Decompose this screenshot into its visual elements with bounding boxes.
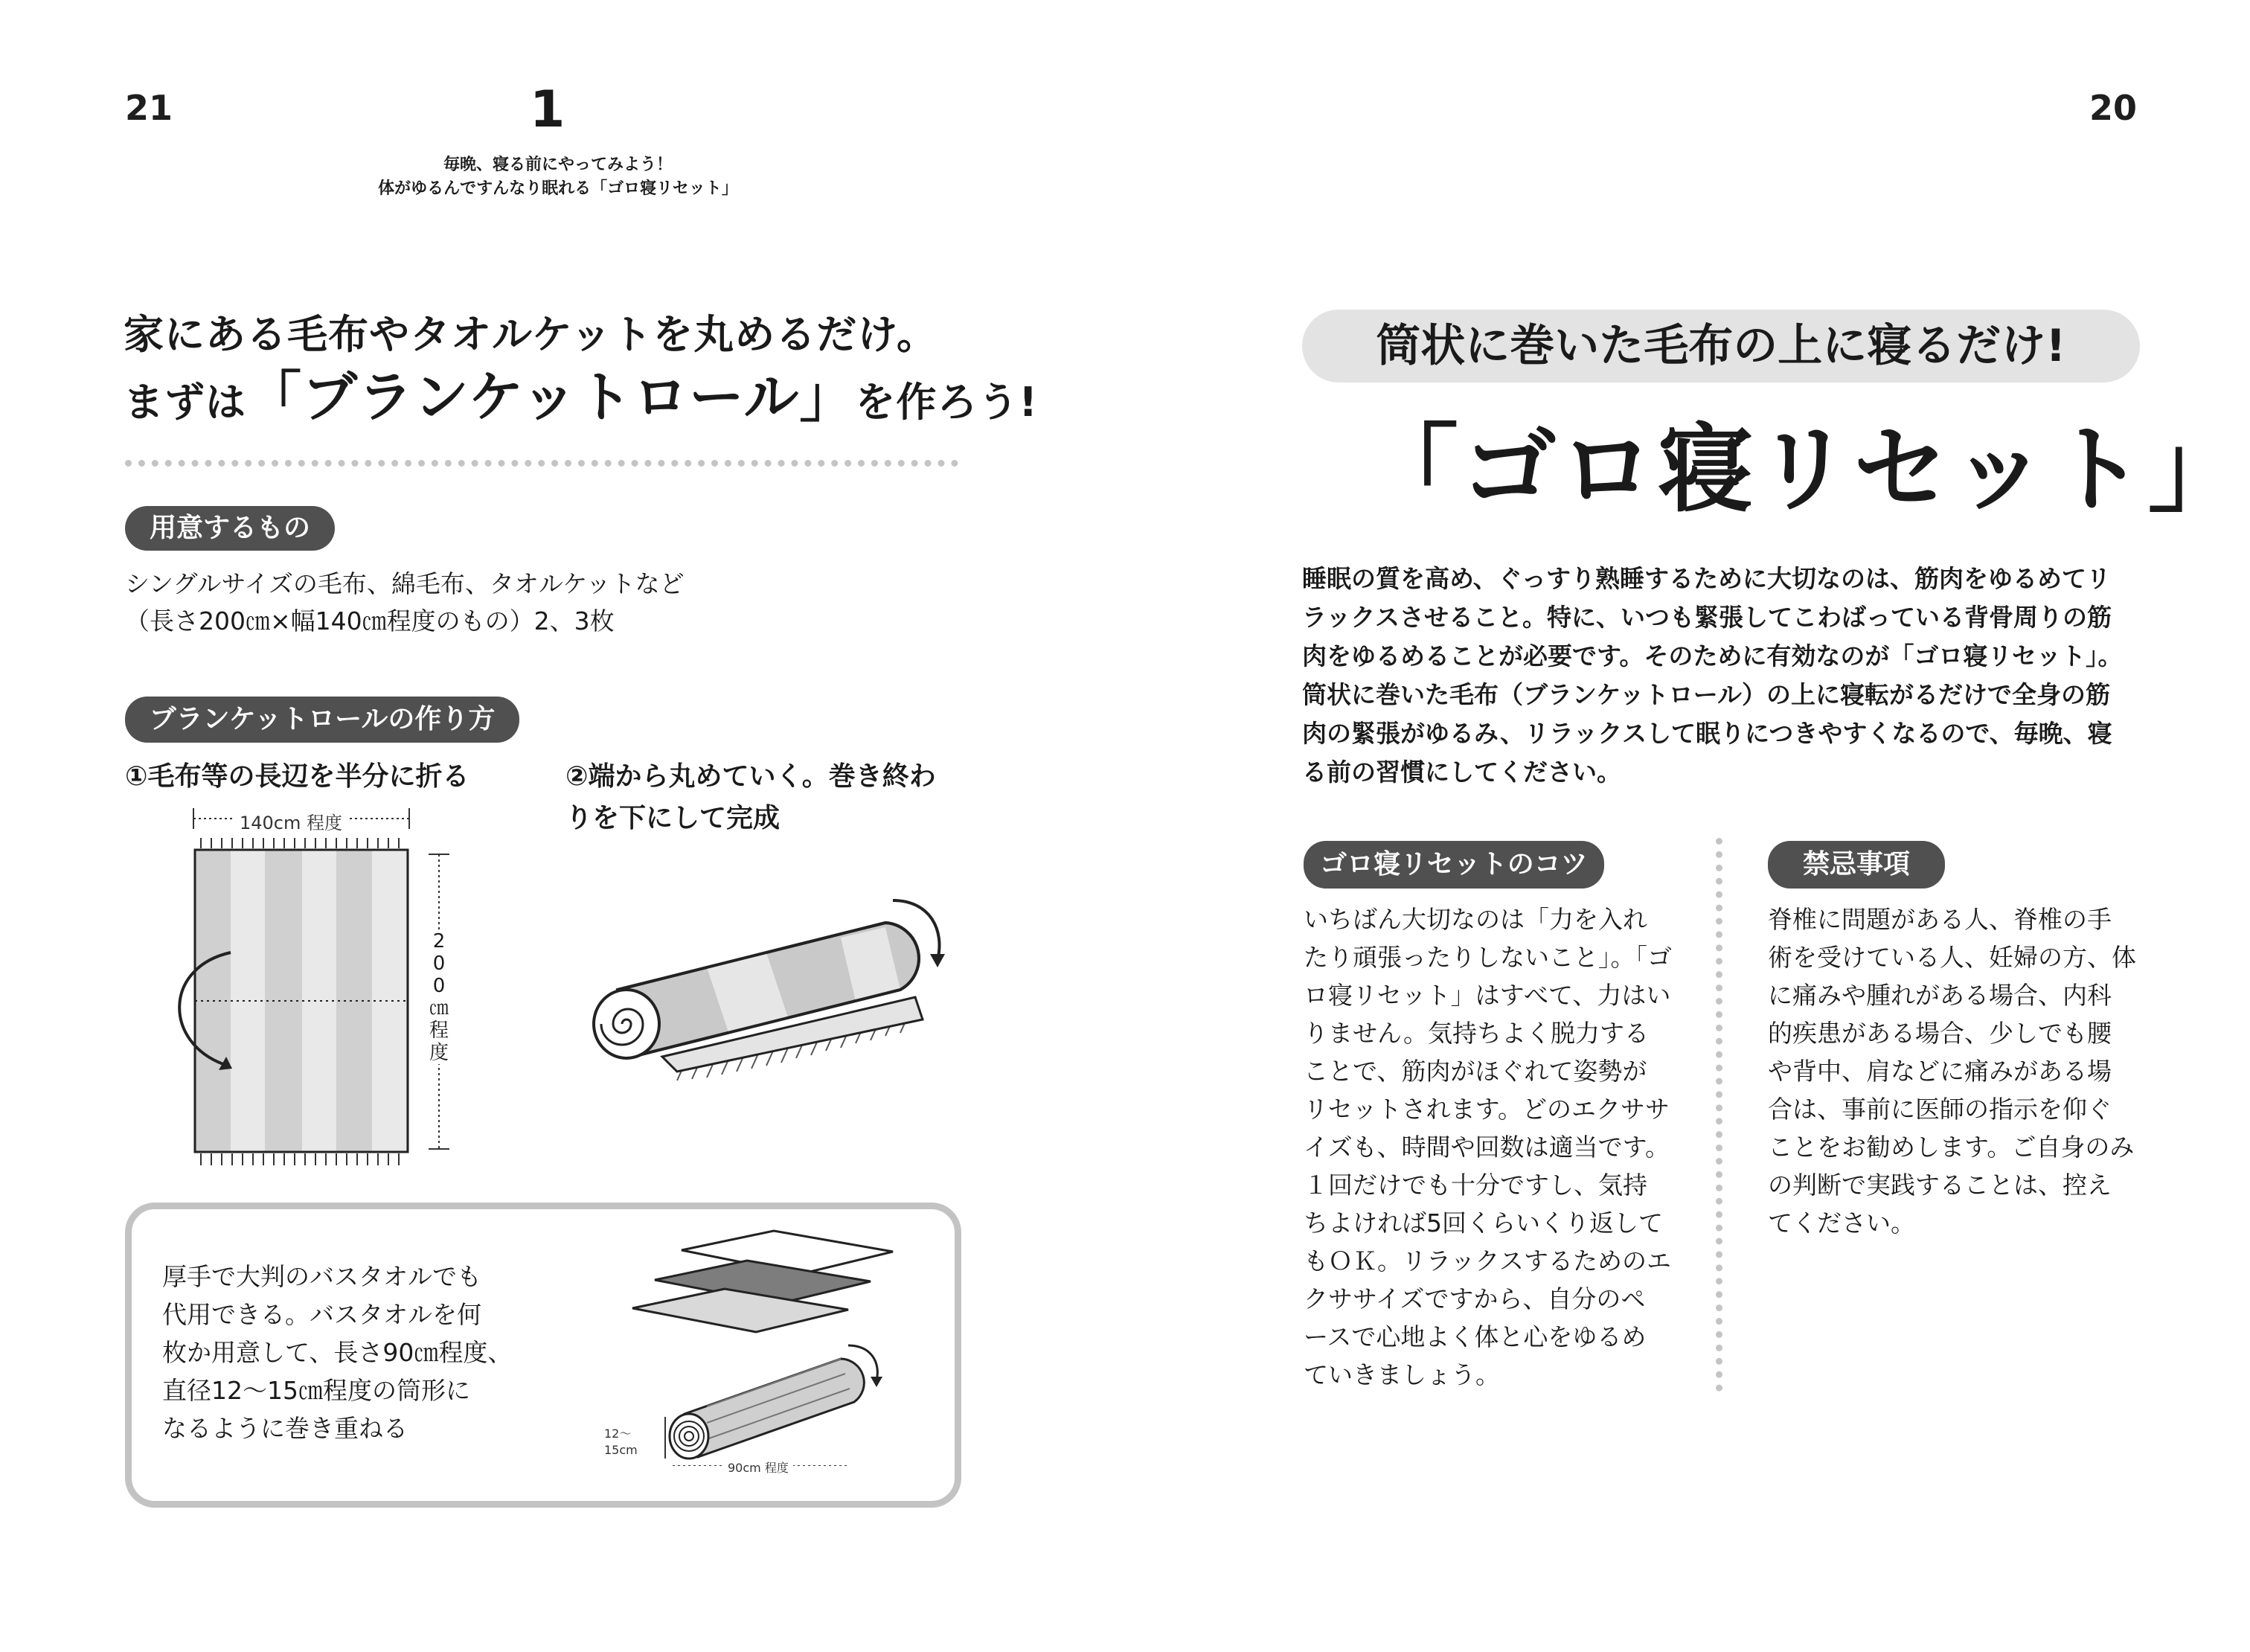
tips-label: ゴロ寝リセットのコツ [1304,841,1604,889]
warnings-line: 脊椎に問題がある人、脊椎の手 [1768,905,2112,934]
headline-line2-b: 「ブランケットロール」 [246,365,856,429]
width-dimension-label: 140cm 程度 [235,808,347,834]
tips-line: たり頑張ったりしないこと」。「ゴ [1304,943,1672,972]
headline-line2 [124,366,1038,434]
warnings-line: の判断で実践することは、控え [1768,1171,2112,1200]
step-2 [565,756,936,839]
height-label-char: 度 [429,1042,449,1064]
step-2-line1: ②端から丸めていく。巻き終わ [565,761,936,792]
tips-line: クササイズですから、自分のペ [1304,1284,1646,1313]
page-number-right: 20 [2089,88,2138,128]
step-1: ①毛布等の長辺を半分に折る [125,761,469,792]
tip-line1: 厚手で大判のバスタオルでも [162,1262,481,1291]
column-divider [1716,838,1722,1392]
tips-line: もＯＫ。リラックスするためのエ [1304,1246,1672,1275]
warnings-line: 的疾患がある場合、少しでも腰 [1768,1019,2112,1048]
warnings-line: 合は、事前に医師の指示を仰ぐ [1768,1095,2112,1124]
howto-label: ブランケットロールの作り方 [125,697,519,743]
tips-line: ロ寝リセット」はすべて、力はい [1304,981,1671,1010]
tip-line3: 枚か用意して、長さ90㎝程度、 [162,1338,513,1367]
materials-text [125,566,685,640]
towel-diameter-line2: 15cm [604,1443,638,1457]
folded-blanket-illustration [149,804,461,1191]
tips-line: １回だけでも十分ですし、気持 [1304,1171,1647,1200]
warnings-line: 術を受けている人、妊婦の方、体 [1768,943,2136,972]
headline-line2-c: を作ろう! [855,379,1038,426]
towel-diameter-label [604,1426,638,1459]
materials-label: 用意するもの [125,506,335,551]
tips-line: りません。気持ちよく脱力する [1304,1019,1649,1048]
tip-line5: なるように巻き重ねる [162,1414,408,1443]
tips-line: ちよければ5回くらいくり返して [1304,1208,1663,1238]
chapter-subtitle-line2: 体がゆるんですんなり眠れる「ゴロ寝リセット」 [378,179,738,198]
headline-line1: 家にある毛布やタオルケットを丸めるだけ。 [124,311,938,358]
intro-line: 肉をゆるめることが必要です。そのために有効なのが「ゴロ寝リセット」。 [1302,641,2123,670]
tips-line: ていきましょう。 [1304,1360,1500,1389]
warnings-line: ことをお勧めします。ご自身のみ [1768,1133,2135,1162]
towel-diameter-line1: 12～ [604,1427,632,1441]
section-banner: 筒状に巻いた毛布の上に寝るだけ! [1302,310,2140,382]
height-label-char: 0 [432,975,446,997]
tips-line: イズも、時間や回数は適当です。 [1304,1133,1670,1162]
step-2-line2: りを下にして完成 [565,803,781,833]
section-title: 「ゴロ寝リセット」 [1363,414,2246,525]
height-label-char: ㎝ [429,997,449,1019]
tips-line: ースで心地よく体と心をゆるめ [1304,1322,1647,1351]
tip-line4: 直径12～15㎝程度の筒形に [162,1376,470,1405]
intro-line: 睡眠の質を高め、ぐっすり熟睡するために大切なのは、筋肉をゆるめてリ [1302,564,2112,593]
chapter-subtitle-line1: 毎晩、寝る前にやってみよう！ [443,156,673,174]
materials-line1: シングルサイズの毛布、綿毛布、タオルケットなど [125,569,685,598]
height-dimension-label [427,930,451,1064]
height-label-char: 程 [429,1019,449,1042]
intro-line: る前の習慣にしてください。 [1302,758,1621,787]
page-number-left: 21 [125,88,173,128]
warnings-line: てください。 [1768,1208,1915,1238]
tip-text [162,1258,512,1447]
height-label-char: 2 [432,930,446,953]
dotted-divider [125,460,958,467]
chapter-subtitle [350,153,766,201]
warnings-text [1768,900,2136,1242]
tips-line: リセットされます。どのエクササ [1304,1095,1670,1124]
chapter-number: 1 [530,80,565,139]
warnings-label: 禁忌事項 [1768,841,1945,889]
tip-line2: 代用できる。バスタオルを何 [162,1300,481,1329]
intro-line: 筒状に巻いた毛布（ブランケットロール）の上に寝転がるだけで全身の筋 [1302,680,2111,709]
towel-length-label: 90cm 程度 [723,1459,793,1476]
warnings-line: や背中、肩などに痛みがある場 [1768,1057,2112,1086]
warnings-line: に痛みや腫れがある場合、内科 [1768,981,2112,1010]
tips-line: ことで、筋肉がほぐれて姿勢が [1304,1057,1647,1086]
tips-line: いちばん大切なのは「力を入れ [1304,905,1647,934]
headline-line2-a: まずは [124,379,246,426]
materials-line2: （長さ200㎝×幅140㎝程度のもの）2、3枚 [125,606,615,635]
blanket-roll-illustration [573,886,960,1109]
towel-stack-illustration [625,1220,908,1466]
tips-text [1304,900,1672,1394]
intro-paragraph [1302,560,2123,792]
intro-line: ラックスさせること。特に、いつも緊張してこわばっている背骨周りの筋 [1302,603,2112,632]
left-headline [124,304,1038,434]
height-label-char: 0 [432,953,446,975]
intro-line: 肉の緊張がゆるみ、リラックスして眠りにつきやすくなるので、毎晩、寝 [1302,719,2112,748]
